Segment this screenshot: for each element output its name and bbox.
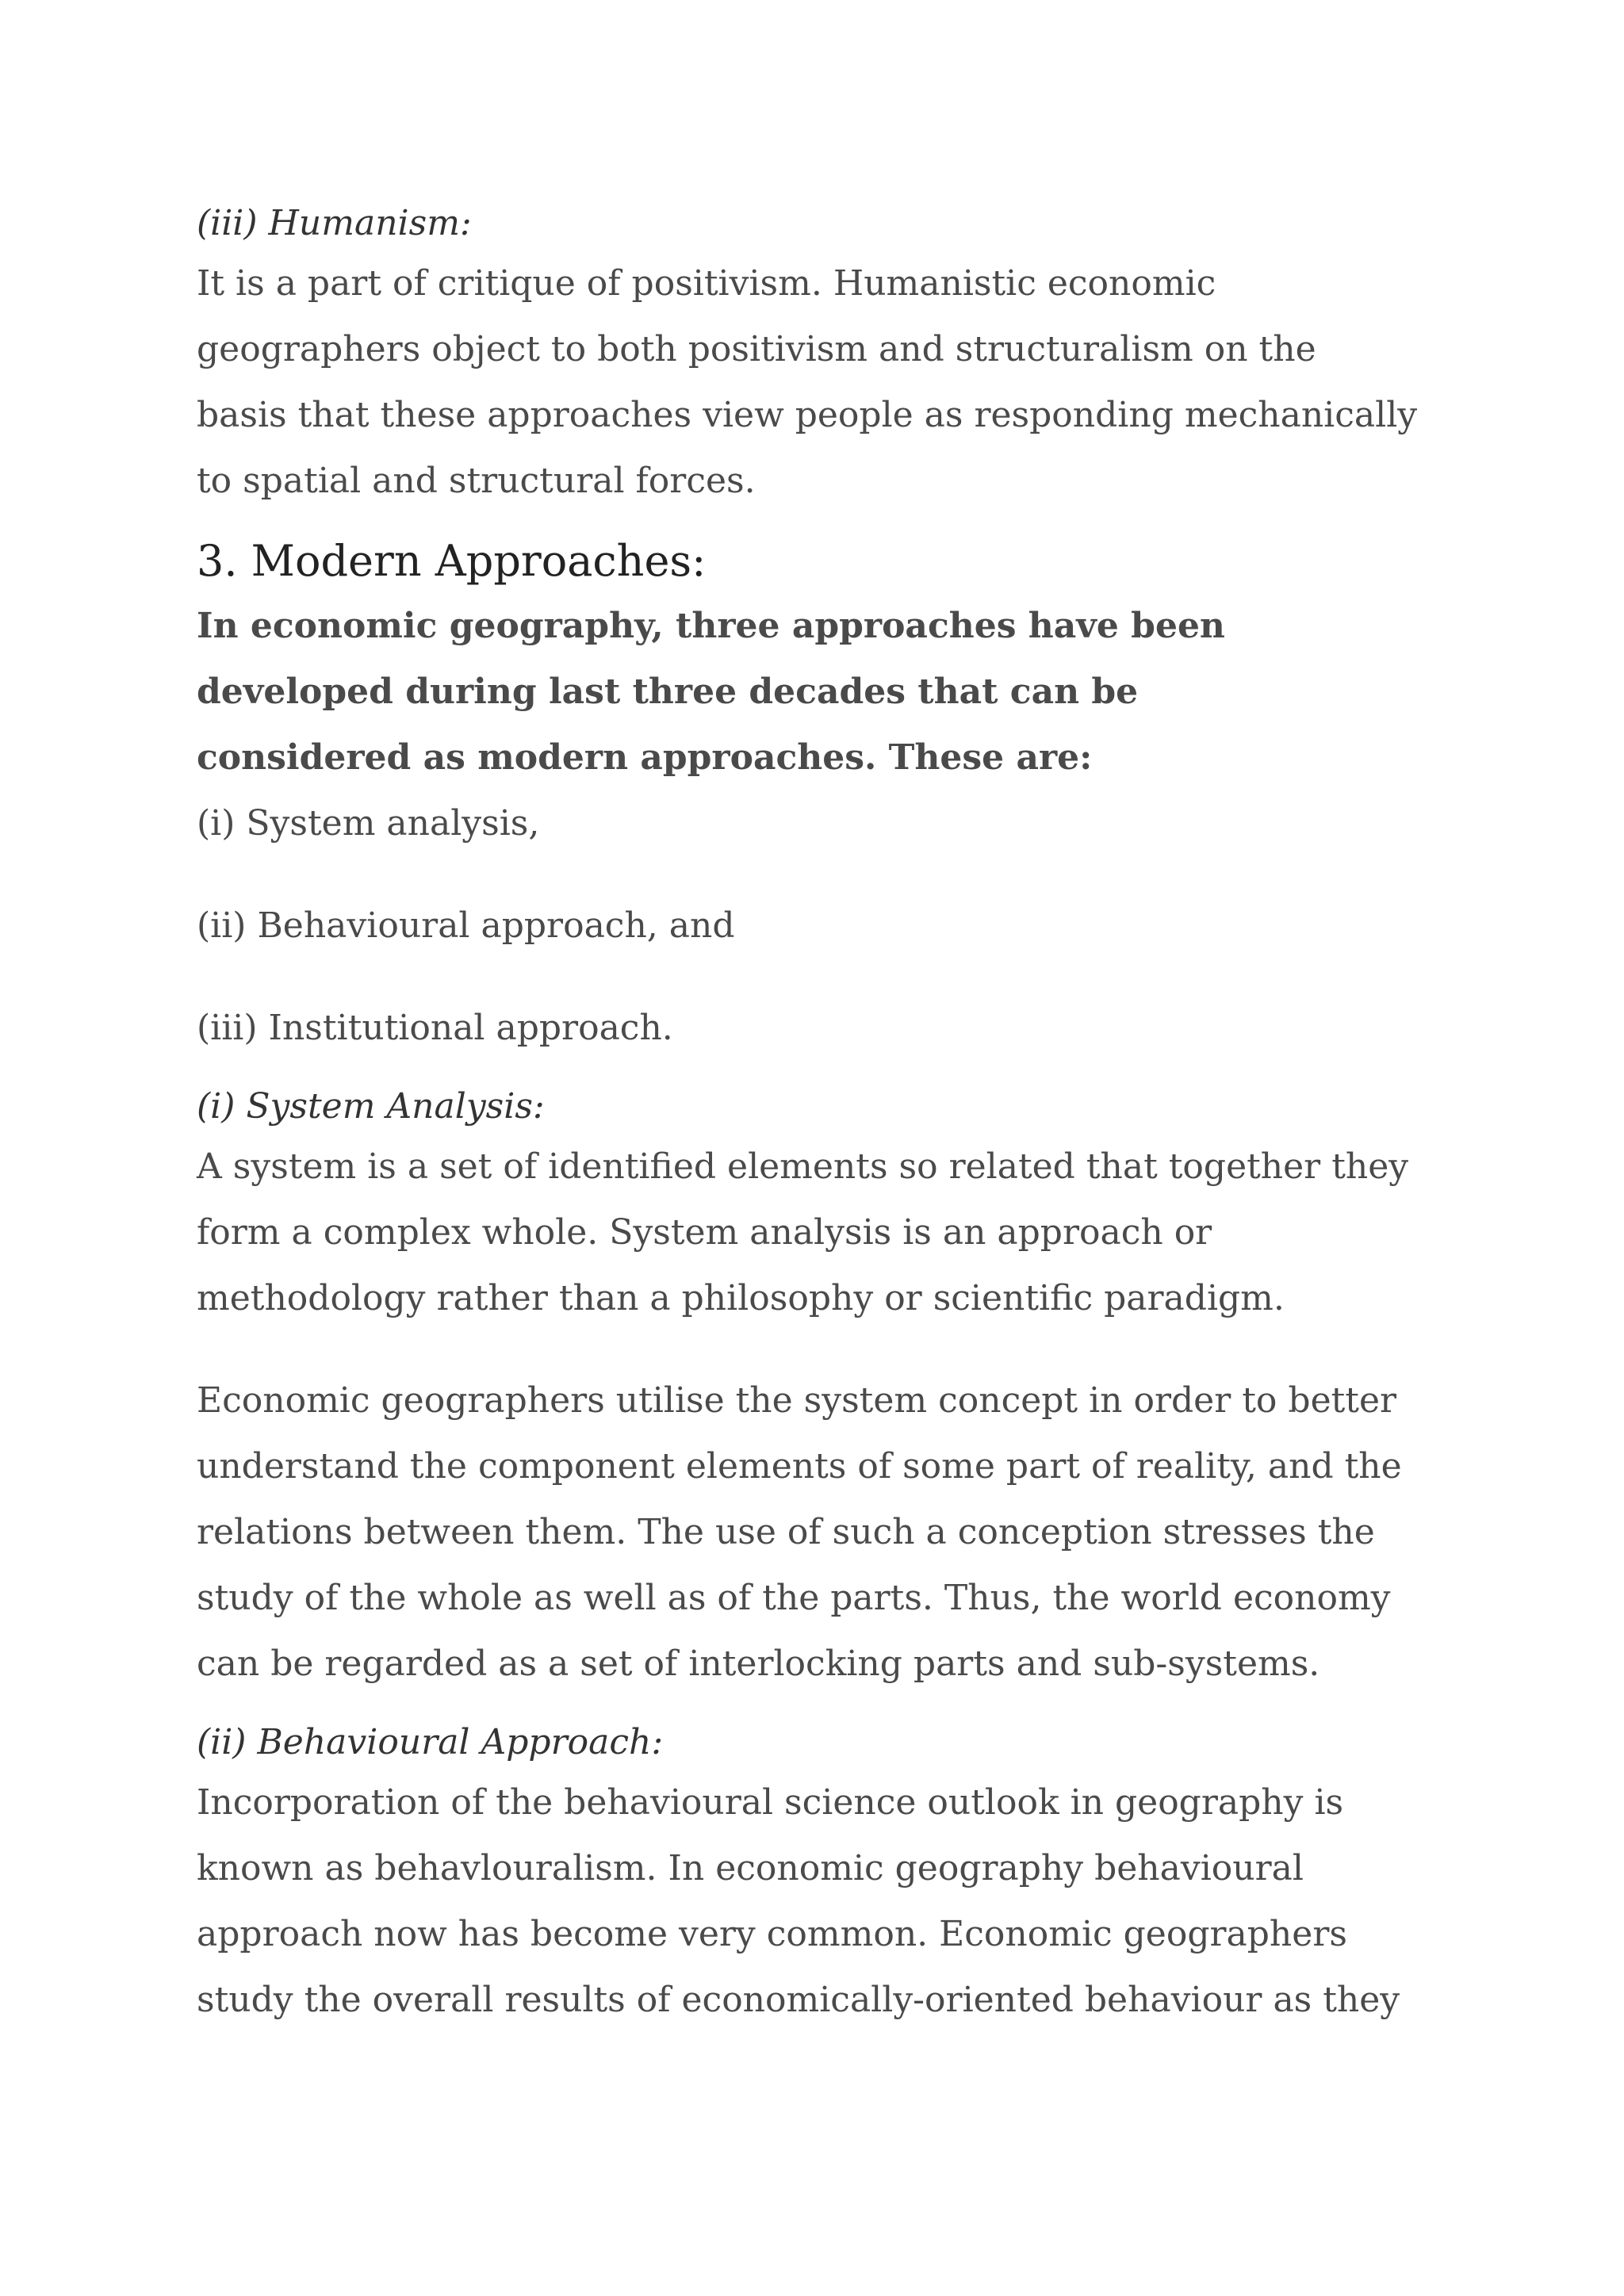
text-line: approach now has become very common. Economic geographers bbox=[197, 1914, 1347, 1954]
text-line: methodology rather than a philosophy or scientific paradigm. bbox=[197, 1278, 1285, 1318]
text-line: known as behavlouralism. In economic geography behavioural bbox=[197, 1848, 1304, 1888]
text-line: It is a part of critique of positivism. Humanistic economic bbox=[197, 263, 1216, 304]
text-line: can be regarded as a set of interlocking parts and sub-systems. bbox=[197, 1644, 1320, 1684]
behavioural-paragraph bbox=[197, 1770, 1450, 2033]
text-line: Incorporation of the behavioural science outlook in geography is bbox=[197, 1782, 1344, 1823]
text-line: Economic geographers utilise the system concept in order to better bbox=[197, 1380, 1397, 1421]
text-line: basis that these approaches view people as responding mechanically bbox=[197, 395, 1418, 435]
text-line: In economic geography, three approaches have been bbox=[197, 606, 1225, 646]
text-line: developed during last three decades that can be bbox=[197, 672, 1139, 712]
system-analysis-paragraph-1 bbox=[197, 1134, 1450, 1331]
text-line: geographers object to both positivism and structuralism on the bbox=[197, 329, 1316, 369]
text-line: study of the whole as well as of the parts. Thus, the world economy bbox=[197, 1578, 1391, 1618]
humanism-paragraph bbox=[197, 251, 1450, 514]
text-line: relations between them. The use of such a conception stresses the bbox=[197, 1512, 1375, 1552]
text-line: understand the component elements of some part of reality, and the bbox=[197, 1446, 1402, 1487]
text-line: study the overall results of economically-oriented behaviour as they bbox=[197, 1980, 1400, 2020]
text-line: considered as modern approaches. These are: bbox=[197, 737, 1093, 778]
list-item: (i) System analysis, bbox=[197, 803, 540, 844]
text-line: to spatial and structural forces. bbox=[197, 461, 756, 501]
section-title: 3. Modern Approaches: bbox=[197, 536, 707, 586]
behavioural-heading: (ii) Behavioural Approach: bbox=[197, 1722, 664, 1762]
document-page bbox=[197, 197, 1450, 2033]
text-line: form a complex whole. System analysis is an approach or bbox=[197, 1212, 1212, 1253]
text-line: A system is a set of identified elements so related that together they bbox=[197, 1146, 1409, 1187]
list-item: (iii) Institutional approach. bbox=[197, 1008, 673, 1048]
system-analysis-heading: (i) System Analysis: bbox=[197, 1086, 545, 1127]
modern-intro bbox=[197, 593, 1450, 790]
list-item: (ii) Behavioural approach, and bbox=[197, 905, 735, 946]
system-analysis-paragraph-2 bbox=[197, 1368, 1450, 1697]
humanism-heading: (iii) Humanism: bbox=[197, 203, 472, 243]
